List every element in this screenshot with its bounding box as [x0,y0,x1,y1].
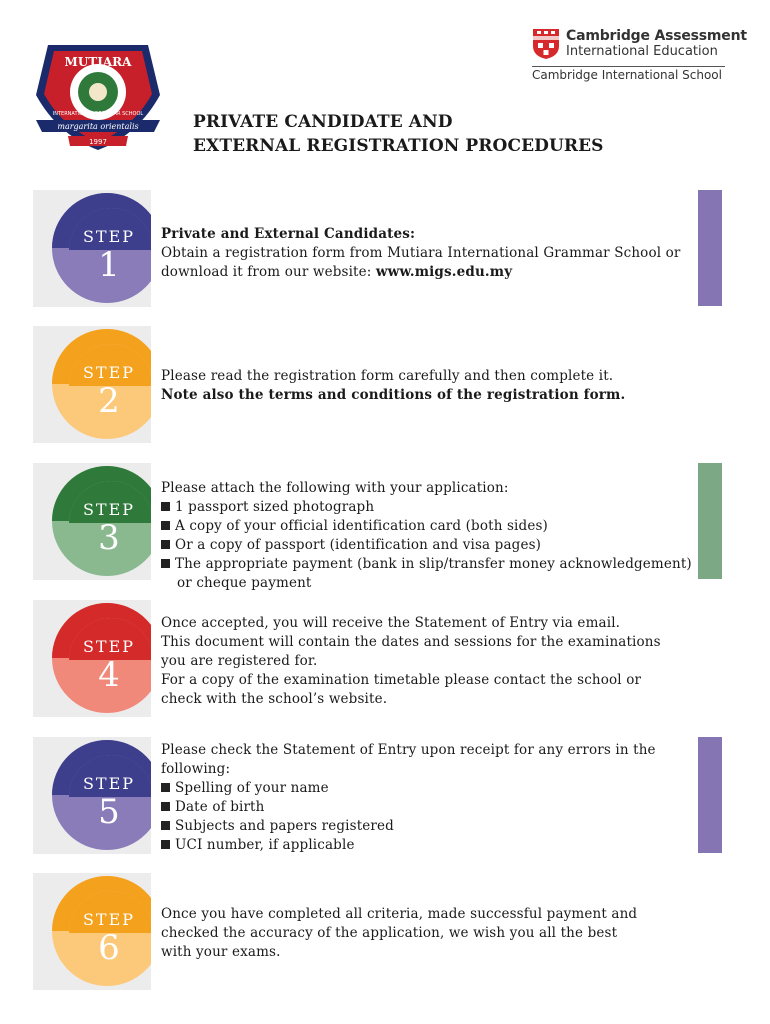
step-label: STEP [82,774,136,793]
text-line [161,905,637,924]
bold-text: Note also the terms and conditions of the registration form. [161,387,626,403]
step-3-text [161,479,692,593]
logo-motto: margarita orientalis [57,122,139,131]
bullet-item [161,555,692,574]
square-bullet-icon [161,502,170,511]
text-line [161,367,625,386]
step-2-badge [33,326,151,443]
bold-text: Private and External Candidates: [161,226,416,242]
step-number: 1 [98,245,120,285]
square-bullet-icon [161,521,170,530]
square-bullet-icon [161,821,170,830]
cambridge-subtitle: International Education [566,44,718,59]
step-number: 5 [98,792,120,832]
step-label: STEP [82,500,136,519]
text-line [161,225,681,244]
text-line [161,741,656,760]
step-1-badge [33,190,151,307]
text-line [161,479,692,498]
page-title [193,110,604,158]
bold-text: www.migs.edu.my [375,264,513,280]
step-number: 2 [98,381,120,421]
text-line [161,690,661,709]
text-line [161,652,661,671]
text: Once you have completed all criteria, made successful payment and [161,906,638,922]
title-line-2: EXTERNAL REGISTRATION PROCEDURES [193,136,604,156]
text: you are registered for. [161,653,318,669]
cambridge-school-label: Cambridge International School [532,68,722,82]
text: Obtain a registration form from Mutiara International Grammar School or [161,245,681,261]
square-bullet-icon [161,802,170,811]
cambridge-divider [532,66,725,67]
step-number: 6 [98,928,120,968]
school-logo [28,40,168,155]
bullet-item [161,836,656,855]
text-line [161,924,637,943]
text: The appropriate payment (bank in slip/transfer money acknowledgement) [175,556,692,572]
title-line-1: PRIVATE CANDIDATE AND [193,112,453,132]
step-4-badge [33,600,151,717]
text-line [161,386,625,405]
text: Please read the registration form carefully and then complete it. [161,368,614,384]
side-bar-2 [698,463,722,579]
text: or cheque payment [177,575,312,591]
logo-year: 1997 [89,138,107,146]
bullet-item [161,817,656,836]
step-4-text [161,614,661,709]
text: This document will contain the dates and sessions for the examinations [161,634,661,650]
text-line [161,633,661,652]
text: Subjects and papers registered [175,818,394,834]
text: Please check the Statement of Entry upon receipt for any errors in the [161,742,656,758]
step-1-text [161,225,681,282]
side-bar-3 [698,737,722,853]
step-5-badge [33,737,151,854]
text-line [161,574,692,593]
text-line [161,244,681,263]
bullet-item [161,779,656,798]
bullet-item [161,517,692,536]
step-label: STEP [82,637,136,656]
text: checked the accuracy of the application, we wish you all the best [161,925,618,941]
text: check with the school’s website. [161,691,388,707]
bullet-item [161,498,692,517]
step-label: STEP [82,363,136,382]
step-number: 3 [98,518,120,558]
text: Once accepted, you will receive the Statement of Entry via email. [161,615,621,631]
text: Or a copy of passport (identification and visa pages) [175,537,542,553]
cambridge-shield-icon [532,28,560,60]
step-3-badge [33,463,151,580]
logo-arc-text: MUTIARA [64,55,132,69]
step-label: STEP [82,910,136,929]
text-line [161,760,656,779]
text: download it from our website: [161,264,376,280]
square-bullet-icon [161,540,170,549]
text-line [161,614,661,633]
step-5-text [161,741,656,855]
text: with your exams. [161,944,281,960]
bullet-item [161,798,656,817]
bullet-item [161,536,692,555]
text: UCI number, if applicable [175,837,355,853]
square-bullet-icon [161,840,170,849]
square-bullet-icon [161,559,170,568]
text: Please attach the following with your application: [161,480,509,496]
text: Date of birth [175,799,265,815]
side-bar-1 [698,190,722,306]
text-line [161,263,681,282]
text-line [161,943,637,962]
text: following: [161,761,231,777]
text-line [161,671,661,690]
logo-inner-text: INTERNATIONAL GRAMMAR SCHOOL [52,111,144,117]
step-label: STEP [82,227,136,246]
text: 1 passport sized photograph [175,499,375,515]
square-bullet-icon [161,783,170,792]
step-number: 4 [98,655,120,695]
text: Spelling of your name [175,780,329,796]
text: A copy of your official identification card (both sides) [175,518,548,534]
step-6-text [161,905,637,962]
cambridge-title: Cambridge Assessment [566,28,747,44]
text: For a copy of the examination timetable please contact the school or [161,672,642,688]
step-6-badge [33,873,151,990]
step-2-text [161,367,625,405]
